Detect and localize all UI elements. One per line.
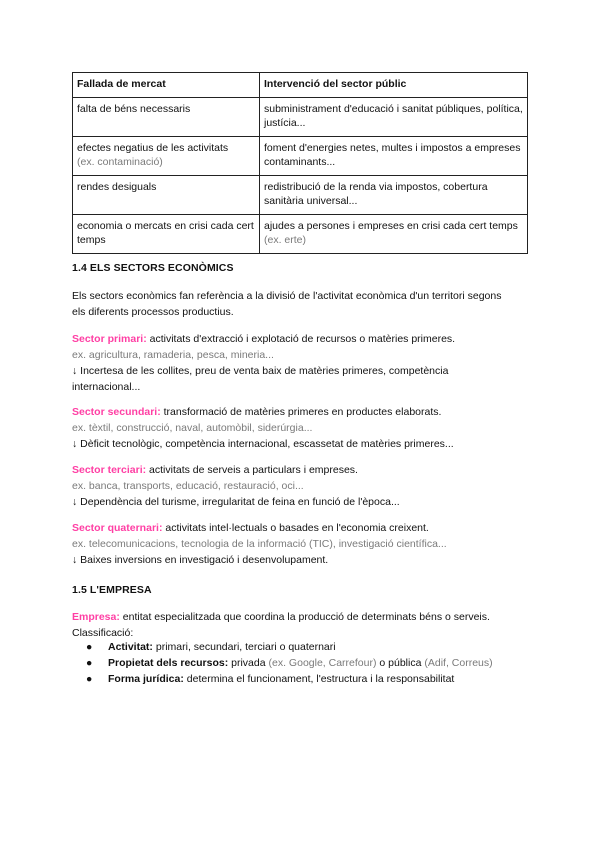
table-header-failure: Fallada de mercat (73, 73, 260, 98)
bullet-icon: ● (86, 641, 93, 653)
company-definition-text: entitat especialitzada que coordina la producció de determinats béns o serveis. (122, 611, 490, 623)
sector-label: Sector terciari: (72, 464, 147, 476)
item-label: Forma jurídica: (108, 673, 184, 685)
sector-problems-cont: internacional... (72, 381, 141, 393)
intervention-cell (260, 215, 528, 254)
item-label: Activitat: (108, 641, 153, 653)
intro-line: Els sectors econòmics fan referència a la divisió de l'activitat econòmica d'un territori segons (72, 290, 502, 302)
sector-examples: ex. telecomunicacions, tecnologia de la informació (TIC), investigació científica... (72, 538, 447, 550)
sector-problems: ↓ Dèficit tecnològic, competència internacional, escassetat de matèries primeres... (72, 438, 454, 450)
sector-examples: ex. tèxtil, construcció, naval, automòbil, siderúrgia... (72, 422, 313, 434)
intervention-text: ajudes a persones i empreses en crisi cada cert temps (264, 220, 518, 232)
company-term: Empresa: (72, 611, 120, 623)
sector-examples: ex. banca, transports, educació, restauració, oci... (72, 480, 304, 492)
item-text-mid: o pública (379, 657, 422, 669)
company-definition (72, 609, 532, 641)
sector-label: Sector quaternari: (72, 522, 163, 534)
item-text: determina el funcionament, l'estructura i la responsabilitat (186, 673, 455, 685)
bullet-icon: ● (86, 657, 93, 669)
sector-tertiary (72, 462, 532, 510)
failure-text: falta de béns necessaris (77, 103, 191, 115)
intervention-cell (260, 98, 528, 137)
failure-cell (73, 98, 260, 137)
failure-text: efectes negatius de les activitats (77, 142, 229, 154)
sector-definition: activitats de serveis a particulars i empreses. (149, 464, 358, 476)
list-item (72, 671, 493, 687)
table-row (73, 98, 528, 137)
sector-problems: ↓ Dependència del turisme, irregularitat de feina en funció de l'època... (72, 496, 400, 508)
sectors-intro (72, 288, 532, 320)
failure-cell (73, 215, 260, 254)
item-note: (ex. Google, Carrefour) (268, 657, 377, 669)
sector-label: Sector secundari: (72, 406, 161, 418)
sector-quaternary (72, 520, 532, 568)
failure-cell (73, 137, 260, 176)
table-row (73, 137, 528, 176)
item-label: Propietat dels recursos: (108, 657, 229, 669)
item-text: privada (231, 657, 266, 669)
intervention-cell (260, 137, 528, 176)
intervention-text: redistribució de la renda via impostos, cobertura sanitària universal... (264, 181, 488, 207)
sector-problems: ↓ Incertesa de les collites, preu de venta baix de matèries primeres, competència (72, 365, 449, 377)
sector-secondary (72, 404, 532, 452)
classification-label: Classificació: (72, 627, 134, 639)
table-row (73, 176, 528, 215)
intro-line: els diferents processos productius. (72, 306, 234, 318)
failure-text: rendes desiguals (77, 181, 157, 193)
sector-primary (72, 331, 532, 395)
sector-examples: ex. agricultura, ramaderia, pesca, mineria... (72, 349, 274, 361)
item-text: primari, secundari, terciari o quaternari (155, 641, 336, 653)
intervention-note: (ex. erte) (264, 234, 307, 246)
list-item (72, 639, 493, 655)
failure-text: economia o mercats en crisi cada cert temps (77, 220, 254, 246)
sector-definition: activitats intel·lectuals o basades en l'economia creixent. (165, 522, 429, 534)
failure-cell (73, 176, 260, 215)
classification-list (72, 639, 493, 687)
failure-note: (ex. contaminació) (77, 156, 163, 168)
intervention-cell (260, 176, 528, 215)
sector-label: Sector primari: (72, 333, 147, 345)
item-note: (Adif, Correus) (424, 657, 493, 669)
intervention-text: subministrament d'educació i sanitat públiques, política, justícia... (264, 103, 523, 129)
sector-definition: activitats d'extracció i explotació de recursos o matèries primeres. (149, 333, 456, 345)
table-row (73, 215, 528, 254)
table-header-row (73, 73, 528, 98)
bullet-icon: ● (86, 673, 93, 685)
sector-problems: ↓ Baixes inversions en investigació i desenvolupament. (72, 554, 329, 566)
sector-definition: transformació de matèries primeres en productes elaborats. (163, 406, 442, 418)
list-item (72, 655, 493, 671)
section-title-company: 1.5 L'EMPRESA (72, 584, 152, 596)
table-header-intervention: Intervenció del sector públic (260, 73, 528, 98)
section-title-sectors: 1.4 ELS SECTORS ECONÒMICS (72, 262, 234, 274)
intervention-text: foment d'energies netes, multes i impostos a empreses contaminants... (264, 142, 521, 168)
market-failure-table (72, 72, 528, 254)
